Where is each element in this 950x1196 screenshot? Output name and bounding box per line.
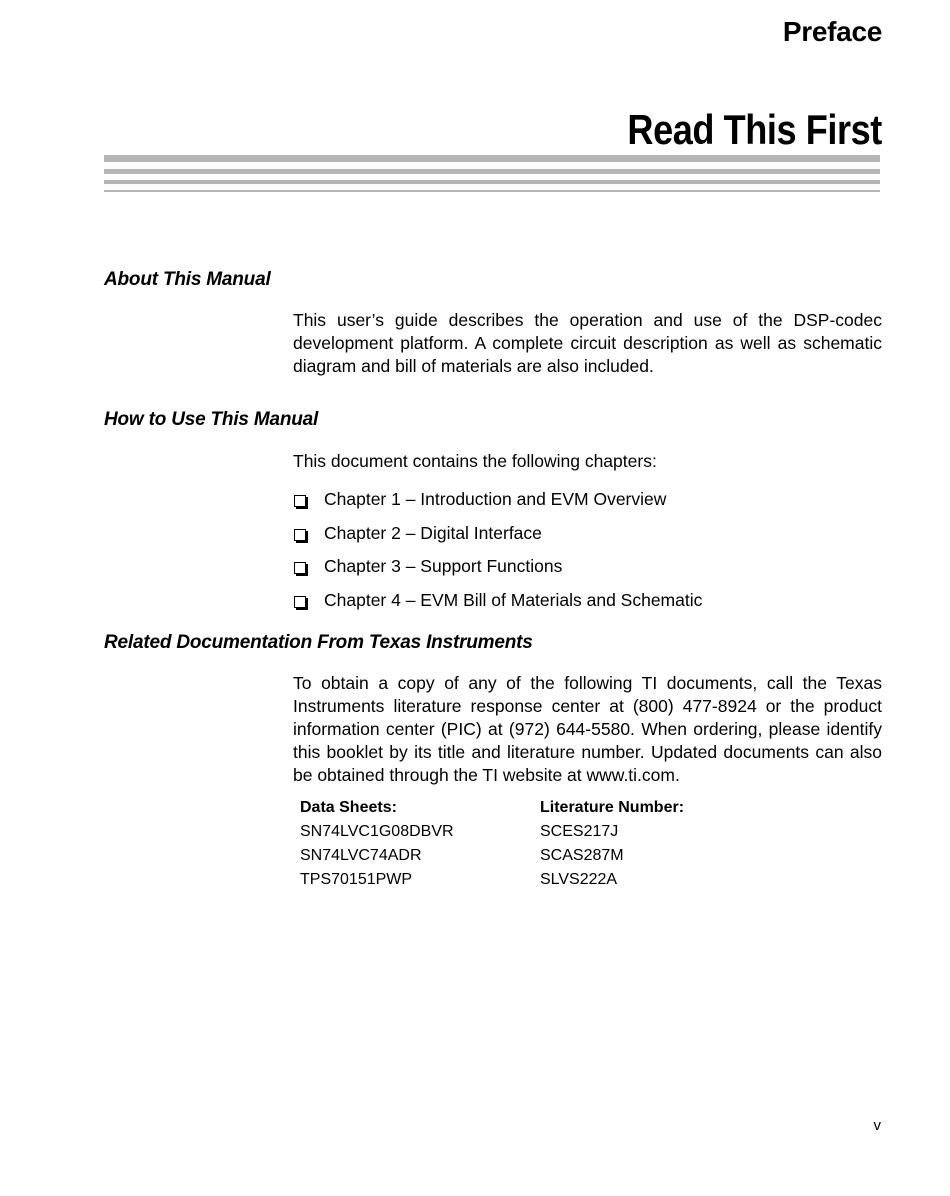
- table-cell: SCAS287M: [540, 847, 624, 864]
- chapter-label: Chapter 2 – Digital Interface: [324, 522, 542, 543]
- table-cell: SCES217J: [540, 823, 619, 840]
- preface-label: Preface: [782, 16, 882, 47]
- about-heading: About This Manual: [104, 269, 271, 290]
- literature-table: [300, 796, 684, 892]
- divider: [104, 155, 880, 162]
- checkbox-bullet-icon: [294, 596, 306, 608]
- table-cell: SLVS222A: [540, 871, 618, 888]
- list-item: [293, 522, 882, 556]
- related-text: To obtain a copy of any of the following TI documents, call the Texas Instruments literature response center at (800) 477-8924 or the product information center (PIC) at (972) 644-5580. When ordering, please identify this booklet by its title and literature number. Updated documents can also be obtained through the TI website at www.ti.com.: [293, 673, 882, 785]
- list-item: [293, 555, 882, 589]
- page-title: Read This First: [627, 106, 882, 153]
- checkbox-bullet-icon: [294, 495, 306, 507]
- list-item: [293, 589, 882, 623]
- about-text: This user’s guide describes the operation and use of the DSP-codec development platform. A complete circuit description as well as schematic diagram and bill of materials are also included.: [293, 310, 882, 376]
- checkbox-bullet-icon: [294, 562, 306, 574]
- howto-intro: This document contains the following chapters:: [293, 451, 657, 471]
- chapter-label: Chapter 4 – EVM Bill of Materials and Schematic: [324, 589, 703, 610]
- page-number: v: [873, 1117, 881, 1134]
- related-heading: Related Documentation From Texas Instruments: [104, 632, 533, 653]
- chapter-label: Chapter 1 – Introduction and EVM Overview: [324, 489, 667, 509]
- checkbox-bullet-icon: [294, 529, 306, 541]
- table-row: [300, 820, 684, 844]
- title-rules: [104, 155, 880, 192]
- divider: [104, 180, 880, 184]
- divider: [104, 190, 880, 192]
- divider: [104, 169, 880, 174]
- table-cell: TPS70151PWP: [300, 871, 413, 888]
- table-cell: SN74LVC1G08DBVR: [300, 823, 454, 840]
- table-row: [300, 844, 684, 868]
- column-header-data-sheets: Data Sheets:: [300, 799, 397, 816]
- list-item: [293, 488, 882, 522]
- table-header-row: [300, 796, 684, 820]
- howto-heading: How to Use This Manual: [104, 409, 319, 430]
- table-cell: SN74LVC74ADR: [300, 847, 422, 864]
- chapter-list: [293, 488, 882, 622]
- column-header-literature-number: Literature Number:: [540, 799, 685, 816]
- chapter-label: Chapter 3 – Support Functions: [324, 556, 563, 576]
- table-row: [300, 868, 684, 892]
